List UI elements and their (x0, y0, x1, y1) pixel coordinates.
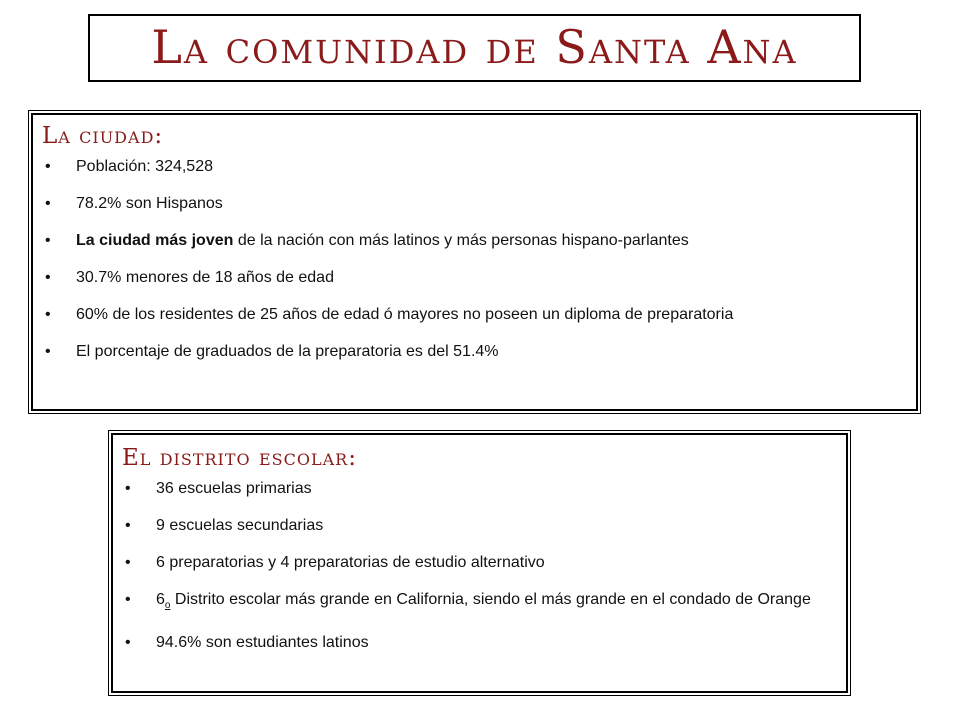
bullet-icon: • (125, 591, 131, 609)
under-18-text: 30.7% menores de 18 años de edad (76, 269, 334, 287)
list-item (42, 231, 903, 251)
city-panel (28, 110, 921, 414)
bullet-icon: • (45, 343, 51, 361)
list-item (42, 157, 903, 177)
youngest-city-bold: La ciudad más joven (76, 232, 234, 250)
bullet-icon: • (45, 269, 51, 287)
bullet-icon: • (125, 554, 131, 572)
bullet-icon: • (45, 195, 51, 213)
city-heading: La ciudad: (42, 123, 164, 149)
list-item (42, 342, 903, 362)
latino-students-text: 94.6% son estudiantes latinos (156, 634, 369, 652)
list-item (42, 194, 903, 214)
bullet-icon: • (125, 517, 131, 535)
list-item (42, 268, 903, 288)
list-item (122, 590, 833, 616)
district-list (122, 479, 833, 653)
list-item (122, 633, 833, 653)
high-schools-text: 6 preparatorias y 4 preparatorias de estudio alternativo (156, 554, 545, 572)
district-panel (108, 430, 851, 696)
title-box (88, 14, 861, 82)
primary-schools-text: 36 escuelas primarias (156, 480, 312, 498)
bullet-icon: • (45, 232, 51, 250)
district-rank-ordinal: o (164, 600, 171, 612)
bullet-icon: • (45, 158, 51, 176)
page-title: La comunidad de Santa Ana (151, 20, 798, 74)
hispanic-percent-text: 78.2% son Hispanos (76, 195, 223, 213)
list-item (122, 553, 833, 573)
bullet-icon: • (45, 306, 51, 324)
graduation-rate-text: El porcentaje de graduados de la preparatoria es del 51.4% (76, 343, 499, 361)
district-rank-text: Distrito escolar más grande en California, siendo el más grande en el condado de Orange (170, 591, 811, 609)
list-item (42, 305, 903, 325)
bullet-icon: • (125, 480, 131, 498)
bullet-icon: • (125, 634, 131, 652)
list-item (122, 516, 833, 536)
no-diploma-text: 60% de los residentes de 25 años de edad ó mayores no poseen un diploma de preparatoria (76, 306, 734, 324)
youngest-city-text: de la nación con más latinos y más personas hispano-parlantes (233, 232, 689, 250)
secondary-schools-text: 9 escuelas secundarias (156, 517, 324, 535)
population-text: Población: 324,528 (76, 158, 213, 176)
city-list (42, 157, 903, 362)
district-rank-number: 6 (156, 591, 165, 609)
list-item (122, 479, 833, 499)
district-heading: El distrito escolar: (122, 445, 357, 471)
